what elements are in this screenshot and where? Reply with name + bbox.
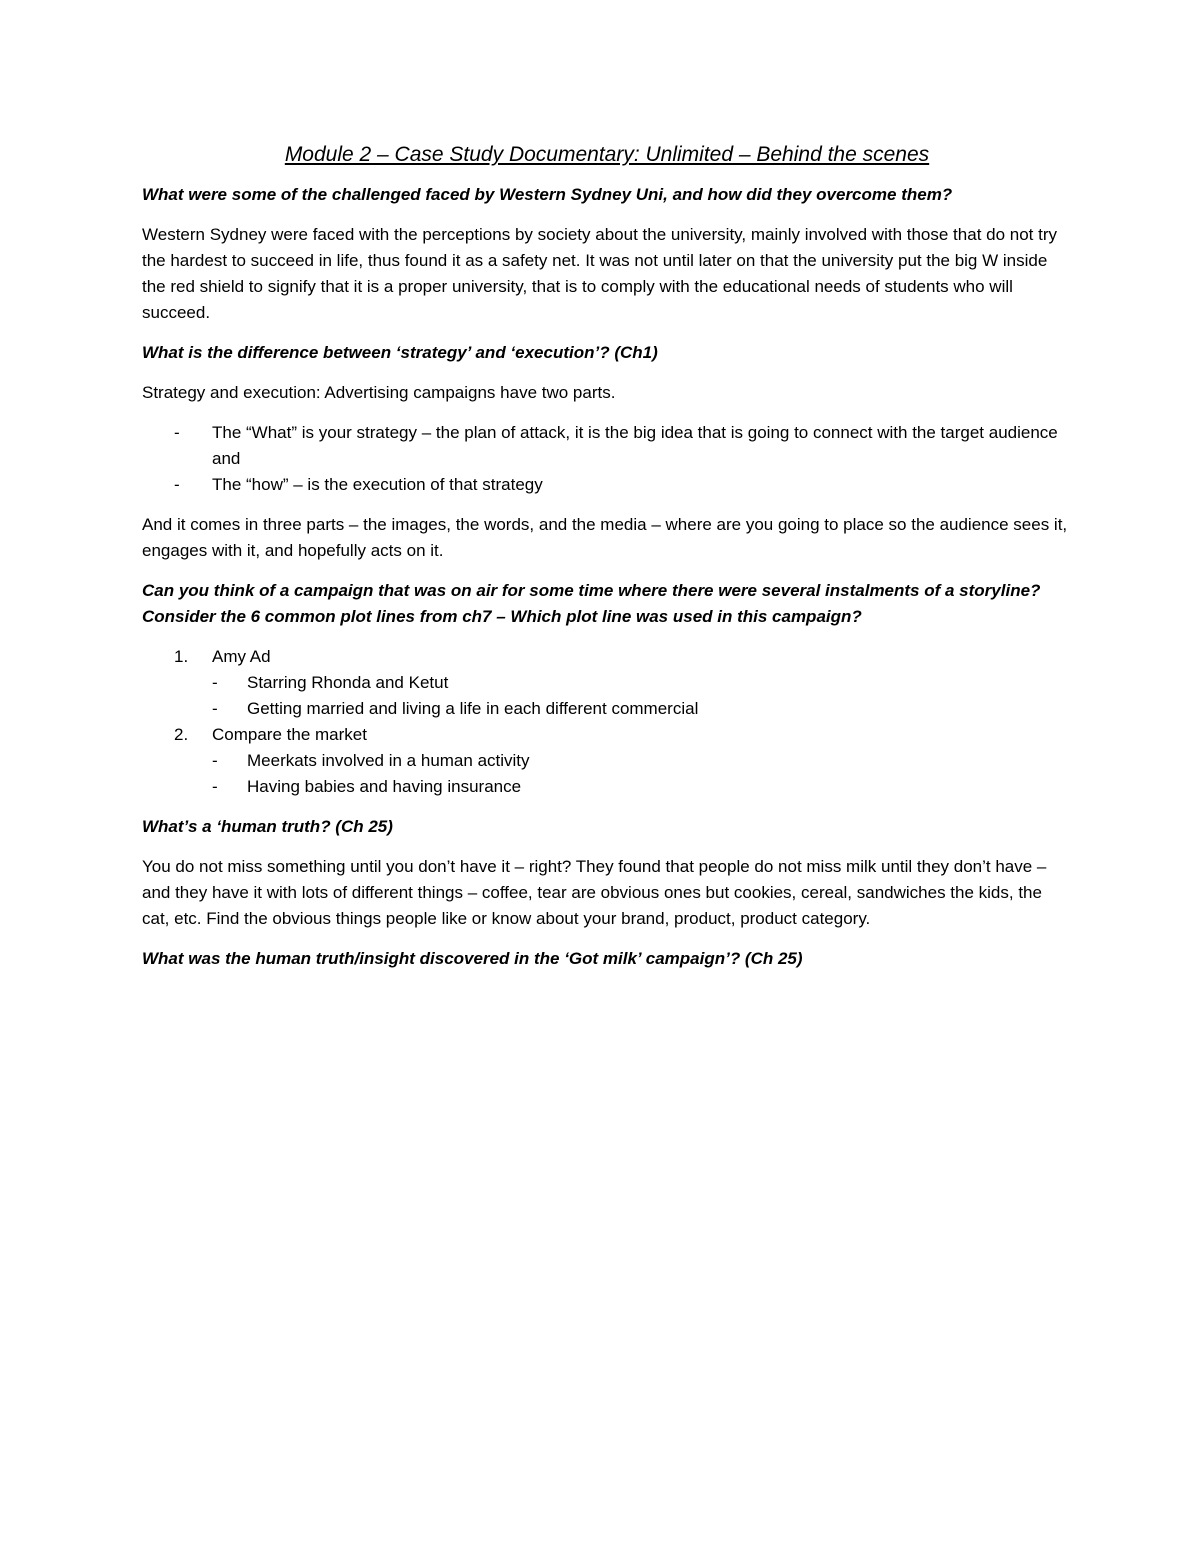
dash-marker: - [174,423,180,442]
list-item [142,644,1072,722]
sub-list [212,670,1072,722]
question-4: What’s a ‘human truth? (Ch 25) [142,817,393,836]
number-marker: 2. [174,725,189,744]
question-2: What is the difference between ‘strategy’ and ‘execution’? (Ch1) [142,343,658,362]
list-item-text: Meerkats involved in a human activity [247,751,530,770]
list-item [142,420,1072,472]
dash-marker: - [212,777,218,796]
answer-2-bullets [142,420,1072,498]
number-marker: 1. [174,647,189,666]
dash-marker: - [212,751,218,770]
answer-2-outro: And it comes in three parts – the images, the words, and the media – where are you going to place so the audience sees it, engages with it, and hopefully acts on it. [142,515,1068,560]
answer-4: You do not miss something until you don’t have it – right? They found that people do not miss milk until they don’t have – and they have it with lots of different things – coffee, tear are obvious ones but cookies, cereal, sandwiches the kids, the cat, etc. Find the obvious things people like or know about your brand, product, product category. [142,857,1047,928]
question-1: What were some of the challenged faced by Western Sydney Uni, and how did they overcome them? [142,185,953,204]
list-item [142,472,1072,498]
document-page [142,140,1072,986]
answer-1: Western Sydney were faced with the perceptions by society about the university, mainly involved with those that do not try the hardest to succeed in life, thus found it as a safety net. It was not until later on that the university put the big W inside the red shield to signify that it is a proper university, that is to comply with the educational needs of students who will succeed. [142,225,1058,322]
list-item [212,748,1072,774]
list-item [212,696,1072,722]
document-title: Module 2 – Case Study Documentary: Unlimited – Behind the scenes [284,143,930,166]
sub-list [212,748,1072,800]
answer-2-intro: Strategy and execution: Advertising campaigns have two parts. [142,383,616,402]
dash-marker: - [174,475,180,494]
list-item-text: Having babies and having insurance [247,777,522,796]
list-item-text: The “how” – is the execution of that strategy [212,475,543,494]
question-3: Can you think of a campaign that was on air for some time where there were several instalments of a storyline? Consider the 6 common plot lines from ch7 – Which plot line was used in this campaign? [142,581,1041,626]
list-item [212,774,1072,800]
list-item [212,670,1072,696]
list-item [142,722,1072,800]
list-item-text: Amy Ad [212,647,271,666]
dash-marker: - [212,699,218,718]
list-item-text: Compare the market [212,725,367,744]
dash-marker: - [212,673,218,692]
question-5: What was the human truth/insight discovered in the ‘Got milk’ campaign’? (Ch 25) [142,949,803,968]
list-item-text: The “What” is your strategy – the plan of attack, it is the big idea that is going to connect with the target audience and [212,423,1058,468]
list-item-text: Starring Rhonda and Ketut [247,673,449,692]
list-item-text: Getting married and living a life in each different commercial [247,699,699,718]
answer-3-list [142,644,1072,800]
